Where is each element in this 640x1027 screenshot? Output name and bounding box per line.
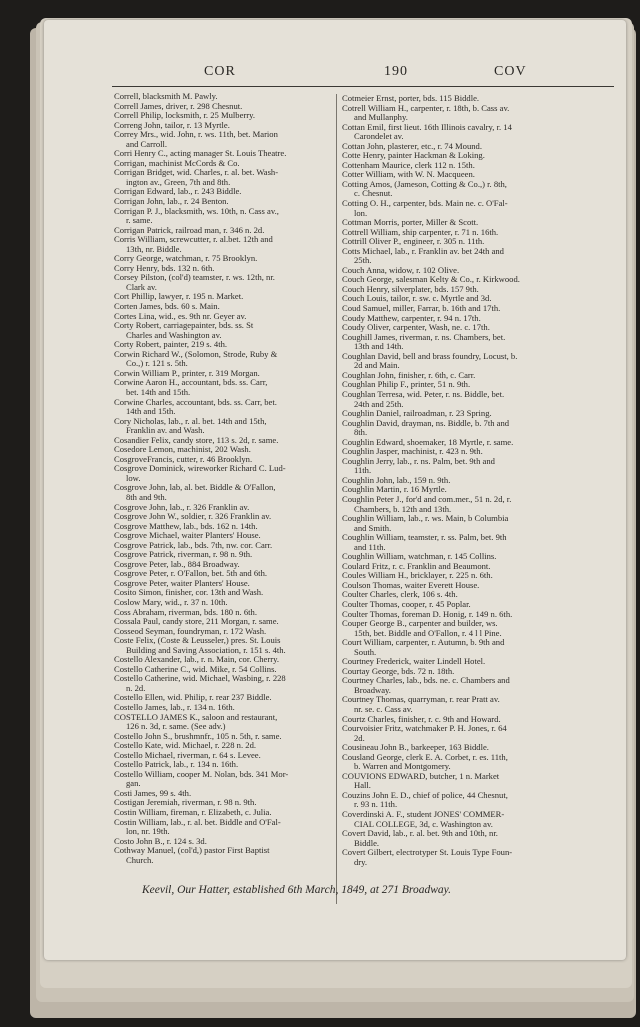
entry-first-line: Corry Henry, bds. 132 n. 6th.	[114, 262, 215, 273]
entry-first-line: Couch Henry, silverplater, bds. 157 9th.	[342, 283, 479, 294]
entry-continuation: lon.	[354, 207, 368, 218]
entry-continuation: r. 93 n. 11th.	[354, 799, 398, 810]
entry-first-line: Coudy Matthew, carpenter, r. 94 n. 17th.	[342, 312, 481, 323]
entry-first-line: Cosgrove John, lab, al. bet. Biddle & O'Fallon,	[114, 482, 276, 493]
directory-entry	[342, 848, 618, 867]
advertisement-footer: Keevil, Our Hatter, established 6th March, 1849, at 271 Broadway.	[142, 884, 451, 896]
entry-first-line: Costello James, lab., r. 134 n. 16th.	[114, 702, 235, 712]
entry-first-line: Costello John S., brushmnfr., 105 n. 5th, r. same.	[114, 730, 282, 741]
directory-entry	[342, 514, 618, 533]
entry-continuation: c. Chesnut.	[354, 188, 393, 199]
entry-first-line: Cory Nicholas, lab., r. al. bet. 14th and 15th,	[114, 415, 267, 426]
entry-first-line: Courtay George, bds. 72 n. 18th.	[342, 665, 455, 676]
directory-entry	[342, 810, 618, 829]
entry-first-line: Costo John B., r. 124 s. 3d.	[114, 835, 207, 846]
entry-first-line: Coughlin John, lab., 159 n. 9th.	[342, 474, 451, 485]
entry-first-line: Costin William, lab., r. al. bet. Biddle and O'Fal-	[114, 816, 281, 827]
entry-first-line: Coughill James, riverman, r. ns. Chambers, bet.	[342, 331, 506, 342]
entry-first-line: Cosgrove Michael, waiter Planters' House.	[114, 530, 261, 541]
entry-continuation: Charles and Washington av.	[126, 329, 222, 340]
entry-continuation: Franklin av. and Wash.	[126, 425, 205, 436]
header-rule	[112, 86, 614, 87]
directory-entry	[342, 352, 618, 371]
directory-entry	[342, 247, 618, 266]
entry-first-line: Covert David, lab., r. al. bet. 9th and 10th, nr.	[342, 828, 498, 839]
entry-first-line: Costi James, 99 s. 4th.	[114, 787, 192, 798]
entry-first-line: Cosgrove Patrick, riverman, r. 98 n. 9th.	[114, 549, 253, 560]
entry-continuation: 24th and 25th.	[354, 398, 404, 409]
entry-first-line: Cottan John, plasterer, etc., r. 74 Mound.	[342, 140, 482, 151]
entry-first-line: Costello Michael, riverman, r. 64 s. Levee.	[114, 749, 261, 760]
entry-first-line: Cotrell William H., carpenter, r. 18th, b. Cass av.	[342, 102, 510, 113]
directory-entry	[342, 638, 618, 657]
entry-first-line: Cosgrove Peter, r. O'Fallon, bet. 5th and 6th.	[114, 568, 268, 579]
directory-entry	[342, 676, 618, 695]
entry-continuation: 13th and 14th.	[354, 341, 404, 352]
entry-continuation: and Smith.	[354, 522, 392, 533]
entry-first-line: Coughlin William, watchman, r. 145 Collins.	[342, 551, 497, 562]
entry-first-line: Coulard Fritz, r. c. Franklin and Beaumont.	[342, 560, 491, 571]
entry-first-line: Coste Felix, (Coste & Leusseler,) pres. St. Louis	[114, 635, 281, 646]
entry-first-line: Coulter Thomas, cooper, r. 45 Poplar.	[342, 598, 471, 609]
entry-first-line: COUVIONS EDWARD, butcher, 1 n. Market	[342, 770, 500, 781]
entry-first-line: Cosgrove Peter, waiter Planters' House.	[114, 577, 250, 588]
entry-continuation: 8th.	[354, 427, 368, 438]
entry-continuation: and Carroll.	[126, 138, 168, 149]
entry-first-line: Costello William, cooper M. Nolan, bds. 341 Mor-	[114, 768, 289, 779]
directory-entry	[342, 199, 618, 218]
entry-continuation: Clark av.	[126, 281, 157, 292]
entry-first-line: Correll, blacksmith M. Pawly.	[114, 91, 218, 101]
entry-continuation: r. same.	[126, 215, 153, 226]
entry-first-line: Corris William, screwcutter, r. al.bet. 12th and	[114, 234, 273, 245]
entry-first-line: Cotts Michael, lab., r. Franklin av. bet 24th and	[342, 245, 504, 256]
entry-first-line: Costello Catherine, wid. Michael, Wasbing, r. 228	[114, 673, 286, 684]
entry-first-line: Coverdinski A. F., student JONES' COMMER-	[342, 809, 505, 820]
entry-first-line: Corri Henry C., acting manager St. Louis Theatre.	[114, 148, 287, 159]
entry-first-line: Couch Anna, widow, r. 102 Olive.	[342, 264, 460, 275]
directory-page	[44, 20, 626, 960]
entry-first-line: Cottrill Oliver P., engineer, r. 305 n. 11th.	[342, 236, 485, 247]
entry-first-line: Coughlin Jasper, machinist, r. 423 n. 9th.	[342, 446, 483, 457]
entry-first-line: Corrigan Bridget, wid. Charles, r. al. bet. Wash-	[114, 167, 279, 178]
entry-first-line: Cosedore Lemon, machinist, 202 Wash.	[114, 444, 251, 455]
entry-first-line: Corwine Aaron H., accountant, bds. ss. Carr,	[114, 377, 268, 388]
directory-entry	[342, 724, 618, 743]
entry-first-line: Costello Kate, wid. Michael, r. 228 n. 2d.	[114, 740, 257, 751]
entry-first-line: Corsey Pilston, (col'd) teamster, r. ws. 12th, nr.	[114, 272, 275, 283]
entry-first-line: Cotte Henry, painter Hackman & Loking.	[342, 150, 485, 161]
entry-first-line: Corrigan Patrick, railroad man, r. 346 n. 2d.	[114, 224, 265, 235]
entry-continuation: nr. se. c. Cass av.	[354, 704, 413, 714]
entry-first-line: Coulter Thomas, foreman D. Honig, r. 149 n. 6th.	[342, 608, 513, 619]
entry-first-line: Cosseod Seyman, foundryman, r. 172 Wash.	[114, 625, 267, 636]
entry-first-line: Corrigan, machinist McCords & Co.	[114, 157, 240, 168]
directory-entry	[342, 104, 618, 123]
page-number: 190	[384, 64, 408, 79]
entry-first-line: Couch Louis, tailor, r. sw. c. Myrtle and 3d.	[342, 293, 492, 304]
entry-first-line: Coslow Mary, wid., r. 37 n. 10th.	[114, 596, 228, 607]
entry-continuation: 2d and Main.	[354, 360, 400, 371]
entry-first-line: Coughlan David, bell and brass foundry, Locust, b.	[342, 350, 518, 361]
directory-entry	[342, 457, 618, 476]
directory-entry	[342, 772, 618, 791]
right-column	[342, 94, 618, 867]
entry-continuation: Co.,) r. 121 s. 5th.	[126, 358, 188, 369]
entry-continuation: Hall.	[354, 780, 371, 791]
directory-entry	[342, 123, 618, 142]
entry-first-line: Corrigan P. J., blacksmith, ws. 10th, n. Cass av.,	[114, 205, 279, 216]
entry-first-line: Courtney Charles, lab., bds. ne. c. Chambers and	[342, 675, 510, 686]
entry-first-line: Cotmeier Ernst, porter, bds. 115 Biddle.	[342, 93, 480, 103]
entry-first-line: Corten James, bds. 60 s. Main.	[114, 301, 220, 312]
entry-first-line: Costello Alexander, lab., r. n. Main, cor. Cherry.	[114, 654, 279, 665]
entry-continuation: 13th, nr. Biddle.	[126, 243, 182, 254]
entry-first-line: Cottrell William, ship carpenter, r. 71 n. 16th.	[342, 226, 499, 237]
entry-first-line: Coughlin Martin, r. 16 Myrtle.	[342, 484, 447, 495]
entry-first-line: Couch George, salesman Kelty & Co., r. Kirkwood.	[342, 274, 520, 285]
entry-continuation: Carondelet av.	[354, 131, 404, 142]
entry-first-line: Cosgrove Matthew, lab., bds. 162 n. 14th.	[114, 520, 258, 531]
entry-first-line: Couper George B., carpenter and builder, ws.	[342, 618, 498, 629]
entry-first-line: CosgroveFrancis, cutter, r. 46 Brooklyn.	[114, 453, 253, 464]
header-right-guide: COV	[494, 64, 527, 79]
entry-first-line: Cosito Simon, finisher, cor. 13th and Wash.	[114, 587, 264, 598]
entry-first-line: Coughlan John, finisher, r. 6th, c. Carr.	[342, 369, 476, 380]
entry-first-line: Coulson Thomas, waiter Everett House.	[342, 579, 480, 590]
entry-first-line: Cosandier Felix, candy store, 113 s. 2d, r. same.	[114, 434, 279, 445]
entry-continuation: ington av., Green, 7th and 8th.	[126, 176, 231, 187]
entry-first-line: Corwin William P., printer, r. 319 Morgan.	[114, 367, 260, 378]
entry-first-line: Corwin Richard W., (Solomon, Strode, Ruby &	[114, 348, 278, 359]
directory-entry	[342, 390, 618, 409]
entry-first-line: Cosgrove John, lab., r. 326 Franklin av.	[114, 501, 250, 512]
running-header	[104, 64, 586, 86]
entry-continuation: CIAL COLLEGE, 3d, c. Washington av.	[354, 818, 493, 829]
entry-continuation: Church.	[126, 854, 154, 865]
entry-first-line: Coules William H., bricklayer, r. 225 n. 6th.	[342, 570, 493, 581]
entry-continuation: 11th.	[354, 465, 372, 476]
entry-first-line: Cotting O. H., carpenter, bds. Main ne. c. O'Fal-	[342, 198, 508, 209]
entry-first-line: Cothway Manuel, (col'd,) pastor First Baptist	[114, 845, 270, 856]
entry-continuation: bet. 14th and 15th.	[126, 386, 191, 397]
entry-first-line: Coughlin David, drayman, ns. Biddle, b. 7th and	[342, 417, 510, 428]
entry-continuation: South.	[354, 646, 377, 657]
column-divider	[336, 94, 337, 904]
entry-first-line: Coudy Oliver, carpenter, Wash, ne. c. 17th.	[342, 322, 490, 333]
entry-first-line: Correng John, tailor, r. 13 Myrtle.	[114, 119, 230, 130]
entry-first-line: Coss Abraham, riverman, bds. 180 n. 6th.	[114, 606, 257, 617]
entry-continuation: 15th, bet. Biddle and O'Fallon, r. 4 l l Pine.	[354, 627, 502, 638]
entry-first-line: Correll James, driver, r. 298 Chesnut.	[114, 100, 243, 111]
directory-entry	[342, 419, 618, 438]
entry-first-line: Coughlan Philip F., printer, 51 n. 9th.	[342, 379, 471, 390]
entry-first-line: Couzins John E. D., chief of police, 44 Chesnut,	[342, 789, 508, 800]
entry-continuation: and Mullanphy.	[354, 112, 408, 123]
entry-first-line: Cosgrove John W., soldier, r. 326 Franklin av.	[114, 511, 272, 522]
directory-entry	[342, 619, 618, 638]
entry-first-line: Cousland George, clerk E. A. Corbet, r. es. 11th,	[342, 751, 508, 762]
directory-entry	[342, 533, 618, 552]
entry-continuation: lon, nr. 19th.	[126, 826, 170, 837]
entry-first-line: Cotter William, with W. N. Macqueen.	[342, 169, 475, 180]
entry-first-line: Courtney Frederick, waiter Lindell Hotel.	[342, 656, 486, 667]
entry-continuation: low.	[126, 472, 141, 483]
entry-first-line: Cosgrove Dominick, wireworker Richard C. Lud-	[114, 463, 286, 474]
entry-first-line: Correll Philip, locksmith, r. 25 Mulberry.	[114, 110, 255, 121]
entry-first-line: Coulter Charles, clerk, 106 s. 4th.	[342, 589, 458, 600]
entry-first-line: Courvoisier Fritz, watchmaker P. H. Jones, r. 64	[342, 723, 507, 734]
entry-continuation: Biddle.	[354, 837, 380, 848]
entry-first-line: Costello Catherine C., wid. Mike, r. 54 Collins.	[114, 663, 277, 674]
entry-first-line: Cottman Morris, porter, Miller & Scott.	[342, 217, 479, 228]
entry-first-line: Costigan Jeremiah, riverman, r. 98 n. 9th.	[114, 797, 257, 808]
entry-first-line: Coughlin Daniel, railroadman, r. 23 Spring.	[342, 408, 492, 419]
entry-first-line: Coughlin William, lab., r. ws. Main, b Columbia	[342, 513, 509, 524]
entry-continuation: 126 n. 3d, r. same. (See adv.)	[126, 721, 226, 732]
entry-continuation: n. 2d.	[126, 682, 146, 693]
entry-first-line: Corty Robert, painter, 219 s. 4th.	[114, 339, 228, 350]
entry-first-line: Covert Gilbert, electrotyper St. Louis Type Foun-	[342, 847, 513, 858]
entry-continuation: b. Warren and Montgomery.	[354, 761, 451, 772]
entry-first-line: Cosgrove Patrick, lab., bds. 7th, nw. cor. Carr.	[114, 539, 273, 550]
directory-entry	[342, 180, 618, 199]
entry-continuation: gan.	[126, 778, 141, 789]
entry-first-line: Coughlin Jerry, lab., r. ns. Palm, bet. 9th and	[342, 455, 495, 466]
entry-first-line: Costello Patrick, lab., r. 134 n. 16th.	[114, 759, 239, 770]
entry-continuation: dry.	[354, 856, 368, 867]
entry-first-line: Cotting Amos, (Jameson, Cotting & Co.,) r. 8th,	[342, 178, 507, 189]
directory-entry	[342, 333, 618, 352]
entry-continuation: Broadway.	[354, 684, 391, 695]
entry-first-line: Cousineau John B., barkeeper, 163 Biddle.	[342, 742, 489, 753]
entry-first-line: Corrigan Edward, lab., r. 243 Biddle.	[114, 186, 242, 197]
directory-entry	[342, 791, 618, 810]
entry-first-line: Costin William, fireman, r. Elizabeth, c. Julia.	[114, 807, 272, 818]
entry-first-line: Cortes Lina, wid., es. 9th nr. Geyer av.	[114, 310, 247, 321]
entry-first-line: Cosgrove Peter, lab., 884 Broadway.	[114, 558, 240, 569]
entry-first-line: Coughlan Terresa, wid. Peter, r. ns. Biddle, bet.	[342, 388, 505, 399]
entry-continuation: and 11th.	[354, 541, 386, 552]
entry-continuation: 2d.	[354, 732, 365, 743]
entry-continuation: Building and Saving Association, r. 151 s. 4th.	[126, 644, 286, 655]
entry-first-line: Corry George, watchman, r. 75 Brooklyn.	[114, 253, 258, 264]
entry-first-line: Cossala Paul, candy store, 211 Morgan, r. same.	[114, 616, 279, 627]
entry-continuation: Chambers, b. 12th and 13th.	[354, 503, 452, 514]
entry-first-line: Correy Mrs., wid. John, r. ws. 11th, bet. Marion	[114, 129, 278, 140]
entry-first-line: Cort Phillip, lawyer, r. 195 n. Market.	[114, 291, 244, 302]
entry-first-line: Court William, carpenter, r. Autumn, b. 9th and	[342, 637, 505, 648]
entry-first-line: Costello Ellen, wid. Philip, r. rear 237 Biddle.	[114, 692, 272, 703]
entry-first-line: Cottan Emil, first lieut. 16th Illinois cavalry, r. 14	[342, 121, 512, 132]
entry-first-line: Corrigan John, lab., r. 24 Benton.	[114, 196, 229, 207]
directory-entry	[342, 753, 618, 772]
directory-entry	[342, 695, 618, 714]
entry-first-line: Coughlin Peter J., for'd and com.mer., 51 n. 2d, r.	[342, 493, 512, 504]
entry-continuation: 8th and 9th.	[126, 491, 167, 502]
entry-first-line: Corty Robert, carriagepainter, bds. ss. St	[114, 320, 254, 331]
entry-first-line: COSTELLO JAMES K., saloon and restaurant,	[114, 711, 278, 722]
entry-continuation: 14th and 15th.	[126, 406, 176, 417]
entry-first-line: Coughlin William, teamster, r. ss. Palm, bet. 9th	[342, 532, 507, 543]
entry-continuation: 25th.	[354, 255, 372, 266]
entry-first-line: Cottenham Maurice, clerk 112 n. 15th.	[342, 159, 475, 170]
entry-first-line: Coud Samuel, miller, Farrar, b. 16th and 17th.	[342, 303, 501, 314]
header-left-guide: COR	[204, 64, 236, 79]
entry-first-line: Courtz Charles, finisher, r. c. 9th and Howard.	[342, 713, 501, 724]
entry-first-line: Courtney Thomas, quarryman, r. rear Pratt av.	[342, 694, 500, 705]
entry-first-line: Corwine Charles, accountant, bds. ss. Carr, bet.	[114, 396, 277, 407]
directory-entry	[342, 829, 618, 848]
directory-entry	[342, 495, 618, 514]
entry-first-line: Coughlin Edward, shoemaker, 18 Myrtle, r. same.	[342, 436, 514, 447]
